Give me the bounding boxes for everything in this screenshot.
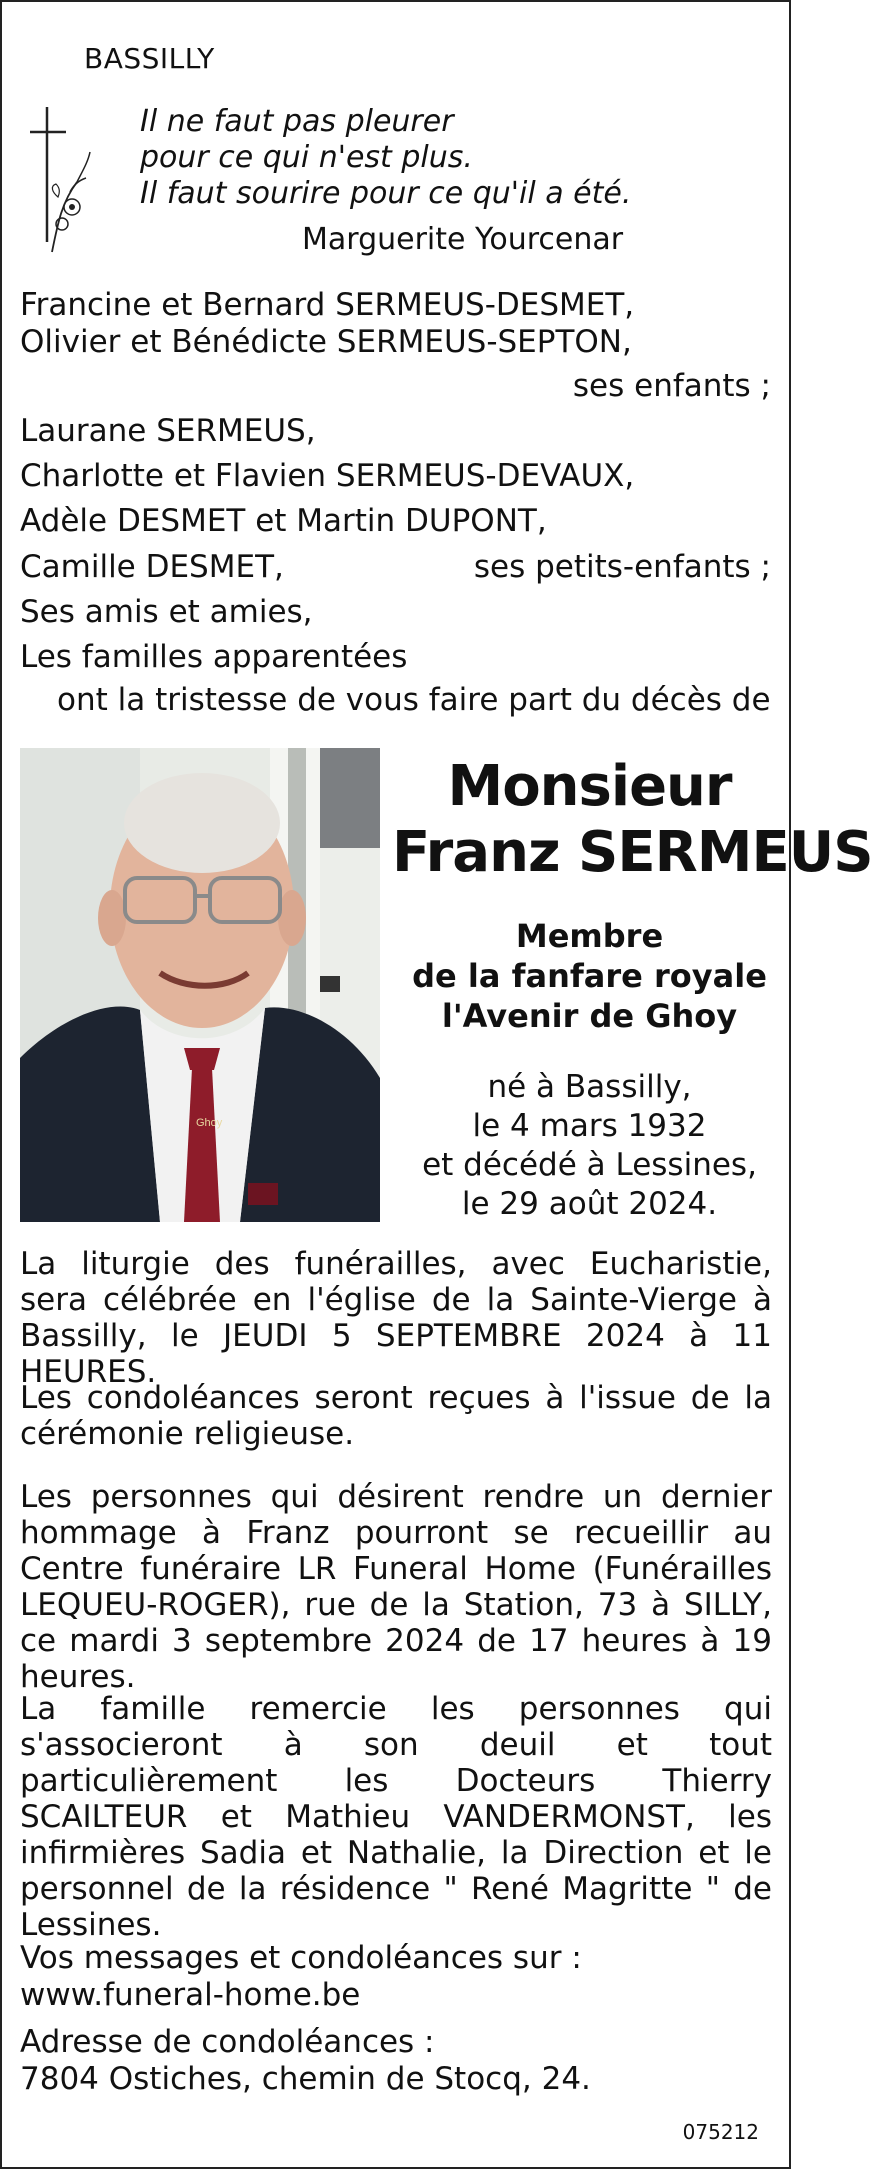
messages-label: Vos messages et condoléances sur : — [20, 1940, 582, 1976]
family-line: Adèle DESMET et Martin DUPONT, — [20, 503, 547, 539]
quote-author: Marguerite Yourcenar — [302, 222, 624, 257]
town-name: BASSILLY — [84, 42, 215, 75]
tie-emblem-text: Ghoy — [196, 1117, 223, 1129]
family-line: Laurane SERMEUS, — [20, 413, 316, 449]
children-label: ses enfants ; — [572, 368, 771, 404]
role-line: l'Avenir de Ghoy — [441, 997, 738, 1035]
family-line: Charlotte et Flavien SERMEUS-DEVAUX, — [20, 458, 635, 494]
family-line: Ses amis et amies, — [20, 594, 313, 630]
role-line: de la fanfare royale — [412, 957, 767, 995]
visitation-paragraph: Les personnes qui désirent rendre un dernier hommage à Franz pourront se recueillir au Centre funéraire LR Funeral Home (Funérailles LEQUEU-ROGER), rue de la Station, 73 à SILLY, ce mardi 3 septembre 2024 de 17 heures à 19 heures. — [20, 1479, 772, 1695]
announcement: ont la tristesse de vous faire part du décès de — [57, 682, 771, 718]
address-label: Adresse de condoléances : — [20, 2024, 435, 2060]
portrait-photo — [20, 748, 380, 1222]
birth-death-info — [392, 1068, 787, 1224]
birth-death-line: né à Bassilly, — [487, 1069, 692, 1105]
reference-number: 075212 — [682, 2120, 759, 2144]
quote-line: pour ce qui n'est plus. — [140, 140, 473, 175]
funeral-liturgy-paragraph: La liturgie des funérailles, avec Eucharistie, sera célébrée en l'église de la Sainte-Vierge à Bassilly, le JEUDI 5 SEPTEMBRE 2024 à 11 HEURES. — [20, 1246, 772, 1390]
birth-death-line: le 4 mars 1932 — [472, 1108, 707, 1144]
condolences-paragraph: Les condoléances seront reçues à l'issue de la cérémonie religieuse. — [20, 1380, 772, 1452]
quote-line: Il ne faut pas pleurer — [140, 104, 454, 139]
website-link[interactable]: www.funeral-home.be — [20, 1977, 361, 2013]
family-line: Francine et Bernard SERMEUS-DESMET, — [20, 287, 635, 323]
deceased-name: Franz SERMEUS — [392, 820, 873, 885]
quote — [140, 104, 631, 212]
cross-flower-icon — [22, 102, 92, 252]
family-line: Olivier et Bénédicte SERMEUS-SEPTON, — [20, 324, 632, 360]
family-line: Les familles apparentées — [20, 639, 408, 675]
family-line: Camille DESMET, — [20, 549, 284, 585]
birth-death-line: et décédé à Lessines, — [422, 1147, 757, 1183]
deceased-title: Monsieur — [447, 754, 732, 819]
birth-death-line: le 29 août 2024. — [461, 1186, 718, 1222]
grandchildren-label: ses petits-enfants ; — [473, 549, 771, 585]
thanks-paragraph: La famille remercie les personnes qui s'associeront à son deuil et tout particulièrement les Docteurs Thierry SCAILTEUR et Mathieu VANDERMONST, les infirmières Sadia et Nathalie, la Direction et le personnel de la résidence " René Magritte " de Lessines. — [20, 1691, 772, 1943]
quote-line: Il faut sourire pour ce qu'il a été. — [140, 176, 632, 211]
address: 7804 Ostiches, chemin de Stocq, 24. — [20, 2061, 591, 2097]
role-line: Membre — [515, 917, 664, 955]
deceased-role — [392, 916, 787, 1036]
